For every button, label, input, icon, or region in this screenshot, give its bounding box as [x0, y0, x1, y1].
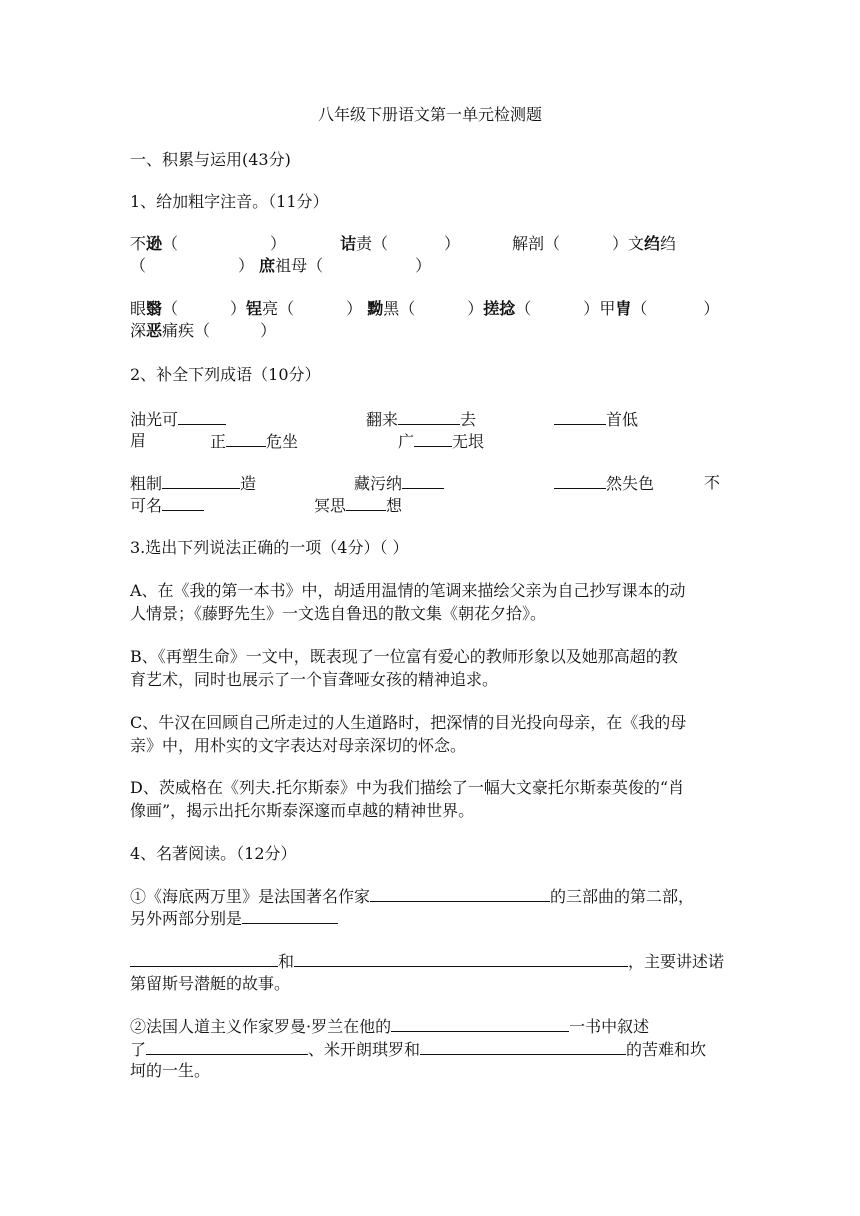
q1-item-1: 不逊（ ） [130, 234, 287, 253]
q4-part-1-line-3: 和 ，主要讲述诺 [130, 950, 724, 973]
q2-idiom-10: 冥思 想 [314, 496, 403, 515]
q3-option-a-line-2: 人情景；《藤野先生》一文选自鲁迅的散文集《朝花夕拾》。 [130, 604, 547, 623]
q3-option-b-line-1: B、《再塑生命》一文中，既表现了一位富有爱心的教师形象以及她那高超的教 [130, 647, 678, 666]
q4-part-1-line-4: 第留斯号潜艇的故事。 [130, 974, 291, 993]
section-1-heading: 一、积累与运用(43分) [130, 150, 291, 169]
q1-title: 1、给加粗字注音。（11分） [130, 192, 329, 211]
q2-idiom-8: 然失色 [554, 472, 654, 495]
q2-idiom-4: 正 危坐 [210, 432, 299, 451]
q4-part-2-line-2: 了 、米开朗琪罗和 的苦难和坎 [130, 1040, 707, 1059]
q4-part-1-line-1: ①《海底两万里》是法国著名作家 的三部曲的第二部， [130, 887, 695, 906]
q1-item-3: 解剖（ ）文绉绉 [512, 234, 677, 253]
q1-line-3: 眼翳（ ）锃亮（ ） 黝黑（ ）搓捻（ ）甲胄（ ） [130, 299, 720, 318]
q2-idiom-3b: 眉 [130, 431, 147, 450]
q2-title: 2、补全下列成语（10分） [130, 365, 321, 384]
q4-part-2-line-1: ②法国人道主义作家罗曼·罗兰在他的 一书中叙述 [130, 1017, 650, 1036]
q2-idiom-6: 粗制 造 [130, 474, 257, 493]
q2-idiom-3: 首低 [554, 408, 638, 431]
q1-item-2: 诘责（ ） [340, 234, 461, 253]
q2-idiom-5: 广 无垠 [398, 432, 485, 451]
page-title: 八年级下册语文第一单元检测题 [317, 105, 542, 124]
q4-part-1-line-2: 另外两部分别是 [130, 907, 338, 930]
q1-line-1 [130, 233, 286, 255]
q3-option-d-line-2: 像画”，揭示出托尔斯泰深邃而卓越的精神世界。 [130, 801, 475, 820]
q2-idiom-1: 油光可 [130, 408, 226, 431]
q2-idiom-9b: 可名 [130, 494, 204, 517]
q1-line-2: （ ） 庶祖母（ ） [130, 256, 432, 275]
q2-idiom-9: 不 [704, 473, 721, 492]
q2-idiom-2: 翻来 去 [366, 410, 477, 429]
q3-option-b-line-2: 育艺术，同时也展示了一个盲聋哑女孩的精神追求。 [130, 670, 499, 689]
q3-option-a-line-1: A、在《我的第一本书》中，胡适用温情的笔调来描绘父亲为自己抄写课本的动 [130, 581, 686, 600]
q3-option-d-line-1: D、茨威格在《列夫.托尔斯泰》中为我们描绘了一幅大文豪托尔斯泰英俊的“肖 [130, 778, 685, 797]
q3-option-c-line-2: 亲》中，用朴实的文字表达对母亲深切的怀念。 [130, 736, 467, 755]
q4-part-2-line-3: 坷的一生。 [130, 1061, 211, 1080]
q4-title: 4、名著阅读。（12分） [130, 844, 297, 863]
q2-idiom-7: 藏污纳 [354, 472, 444, 495]
q3-option-c-line-1: C、牛汉在回顾自己所走过的人生道路时，把深情的目光投向母亲，在《我的母 [130, 713, 687, 732]
q1-line-4: 深恶痛疾（ ） [130, 321, 277, 340]
q3-title: 3.选出下列说法正确的一项（4分）（ ） [130, 538, 409, 557]
